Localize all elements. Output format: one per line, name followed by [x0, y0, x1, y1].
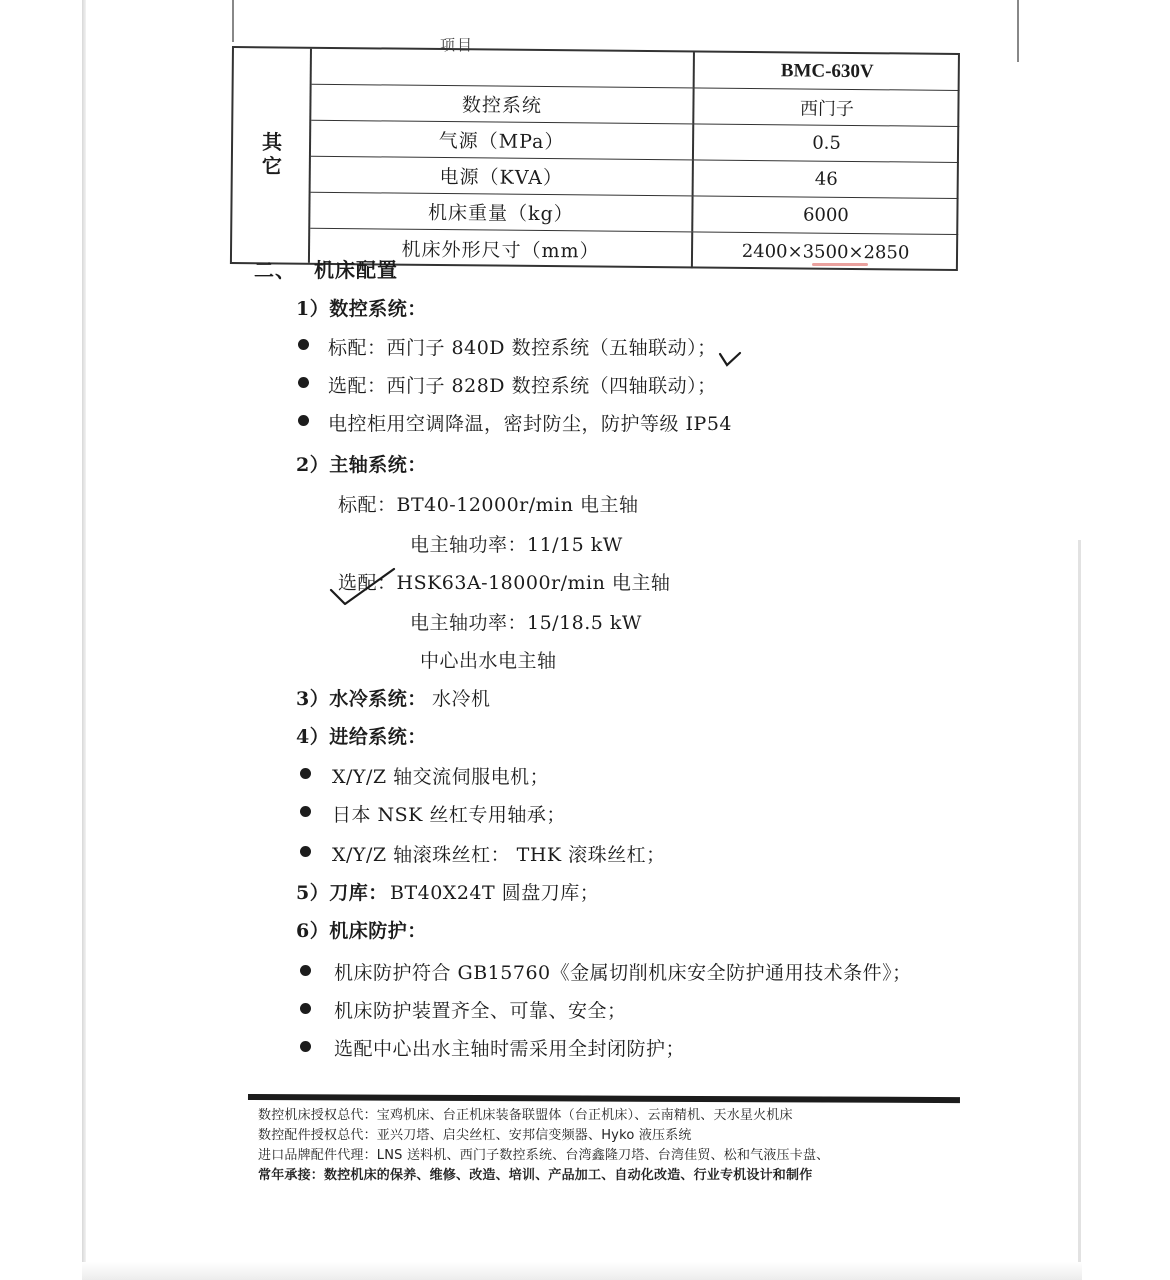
footer-line: 数控机床授权总代：宝鸡机床、台正机床装备联盟体（台正机床）、云南精机、天水星火机床 [258, 1108, 793, 1123]
feed-item: X/Y/Z 轴滚珠丝杠： THK 滚珠丝杠； [332, 844, 666, 866]
footer-line: 常年承接：数控机床的保养、维修、改造、培训、产品加工、自动化改造、行业专机设计和制作 [258, 1168, 813, 1183]
magazine-value: BT40X24T 圆盘刀库； [390, 882, 600, 904]
cnc-item: 电控柜用空调降温，密封防尘，防护等级 IP54 [328, 413, 733, 435]
table-top-left-rule [232, 0, 234, 42]
bullet-dot-icon [300, 965, 311, 976]
cnc-item: 选配：西门子 828D 数控系统（四轴联动）； [328, 375, 717, 397]
spindle-standard: 标配：BT40-12000r/min 电主轴 [338, 494, 639, 516]
spec-label: 气源（MPa） [311, 121, 694, 160]
spec-model-value: BMC-630V [780, 59, 874, 82]
section-title: 机床配置 [314, 258, 398, 282]
footer-rule [248, 1094, 960, 1103]
protection-item: 机床防护装置齐全、可靠、安全； [334, 1000, 627, 1022]
check-mark-icon [328, 566, 398, 608]
protection-item: 选配中心出水主轴时需采用全封闭防护； [334, 1038, 686, 1060]
bullet-dot-icon [298, 339, 309, 350]
spec-value: 2400×3500×2850 [741, 240, 910, 264]
spindle-heading: 2）主轴系统： [296, 454, 427, 476]
protection-heading: 6）机床防护： [296, 920, 427, 942]
page-edge-right [1078, 540, 1081, 1280]
bullet-dot-icon [300, 846, 311, 857]
bullet-dot-icon [300, 768, 311, 779]
page-edge-left [82, 0, 86, 1280]
spindle-optional-note: 中心出水电主轴 [420, 650, 557, 672]
table-header-fragment: 项目 [440, 36, 475, 54]
spec-value: 6000 [802, 204, 849, 226]
spec-label: 数控系统 [311, 85, 694, 124]
cnc-heading: 1）数控系统： [296, 298, 427, 320]
spindle-standard-power: 电主轴功率：11/15 kW [410, 534, 623, 556]
spec-label: 电源（KVA） [311, 157, 694, 196]
spec-value: 46 [814, 168, 838, 190]
section-number: 二、 [254, 258, 296, 282]
bullet-dot-icon [300, 1003, 311, 1014]
spec-group-cell [232, 48, 312, 263]
spec-row [310, 193, 958, 235]
cooling-value: 水冷机 [432, 688, 491, 710]
spec-table [230, 46, 960, 271]
spec-value: 西门子 [799, 97, 855, 120]
spec-row-model [312, 49, 960, 91]
protection-item: 机床防护符合 GB15760《金属切削机床安全防护通用技术条件》； [334, 962, 912, 984]
spec-value: 0.5 [812, 132, 842, 154]
spec-group-label: 其它 [258, 131, 283, 180]
footer-line: 进口品牌配件代理：LNS 送料机、西门子数控系统、台湾鑫隆刀塔、台湾佳贸、松和气液压卡盘、 [258, 1148, 830, 1163]
feed-item: 日本 NSK 丝杠专用轴承； [332, 804, 566, 826]
spec-row [311, 157, 959, 199]
red-highlight-underline [812, 263, 868, 266]
spindle-optional-power: 电主轴功率：15/18.5 kW [410, 612, 642, 634]
bullet-dot-icon [300, 806, 311, 817]
cooling-heading: 3）水冷系统： [296, 688, 427, 710]
page-bottom-shadow [82, 1262, 1082, 1280]
cnc-item: 标配：西门子 840D 数控系统（五轴联动）； [328, 337, 717, 359]
magazine-heading: 5）刀库： [296, 882, 388, 904]
feed-item: X/Y/Z 轴交流伺服电机； [332, 766, 550, 788]
spec-label [312, 49, 695, 88]
spec-row [311, 85, 959, 127]
spec-row [311, 121, 959, 163]
feed-heading: 4）进给系统： [296, 726, 427, 748]
bullet-dot-icon [298, 415, 309, 426]
check-mark-icon [718, 350, 742, 368]
table-top-right-rule [1017, 0, 1019, 62]
spec-label: 机床重量（kg） [310, 193, 693, 232]
spec-label: 机床外形尺寸（mm） [310, 229, 693, 269]
spindle-optional: 选配：HSK63A-18000r/min 电主轴 [338, 572, 671, 594]
footer-line: 数控配件授权总代：亚兴刀塔、启尖丝杠、安邦信变频器、Hyko 液压系统 [258, 1128, 692, 1143]
bullet-dot-icon [300, 1041, 311, 1052]
bullet-dot-icon [298, 377, 309, 388]
